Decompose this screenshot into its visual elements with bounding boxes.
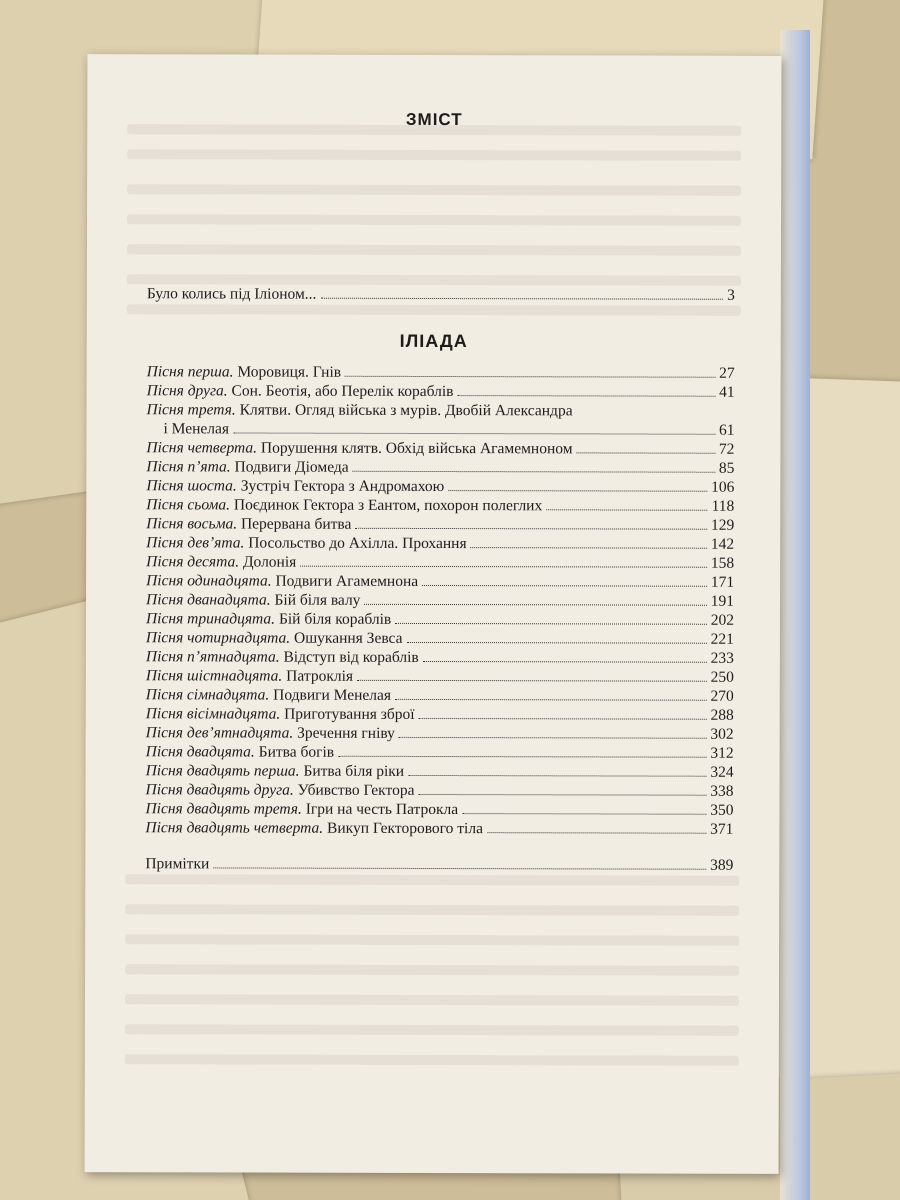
song-label: Пісня двадцять четверта.: [145, 819, 324, 837]
toc-row-song-3[interactable]: [147, 400, 735, 421]
song-label: Пісня п’ята.: [146, 458, 231, 476]
toc-page-number: 250: [710, 668, 734, 686]
bleed-through: [125, 874, 739, 886]
toc-page-number: 72: [718, 440, 735, 458]
toc-row-song-16[interactable]: [146, 666, 734, 687]
song-title: Моровиця. Гнів: [237, 363, 342, 381]
leader-dots: [423, 661, 707, 663]
leader-dots: [418, 794, 706, 796]
song-label: Пісня дев’ята.: [146, 534, 245, 552]
song-label: Пісня шоста.: [146, 477, 237, 495]
song-label: Пісня вісімнадцята.: [145, 705, 281, 723]
leader-dots: [399, 737, 707, 739]
toc-page-number: 129: [710, 516, 735, 534]
song-title: Ігри на честь Патрокла: [305, 800, 459, 819]
song-title: Викуп Гекторового тіла: [327, 819, 483, 838]
toc-row-song-14[interactable]: [146, 628, 734, 649]
leader-dots: [355, 528, 707, 530]
bleed-through: [127, 149, 741, 161]
song-title: Поєдинок Гектора з Еантом, похорон полеглих: [233, 496, 543, 515]
bleed-through: [125, 964, 739, 976]
toc-page-number: 202: [710, 611, 735, 629]
leader-dots: [213, 867, 706, 869]
toc-row-intro[interactable]: [147, 284, 735, 305]
song-label: Пісня одинадцята.: [146, 572, 272, 590]
song-title: Порушення клятв. Обхід війська Агамемноном: [260, 439, 573, 458]
song-title: Зречення гніву: [297, 724, 395, 742]
toc-page-number: 27: [719, 364, 735, 382]
leader-dots: [357, 680, 707, 682]
toc-page-number: 324: [710, 763, 734, 781]
toc-row-song-21[interactable]: [146, 761, 734, 782]
song-label: Пісня друга.: [146, 382, 228, 400]
song-title: Перервана битва: [240, 515, 352, 533]
song-label: Пісня двадцять перша.: [145, 762, 300, 780]
leader-dots: [471, 547, 707, 549]
song-title: Долонія: [242, 553, 297, 571]
toc-row-song-15[interactable]: [146, 647, 734, 668]
leader-dots: [395, 623, 706, 625]
song-label: Пісня п’ятнадцята.: [145, 648, 280, 666]
song-label: Пісня перша.: [146, 363, 234, 381]
toc-page-number: 158: [710, 554, 735, 572]
toc-row-song-19[interactable]: [146, 723, 734, 744]
song-label: Пісня сьома.: [146, 496, 231, 514]
toc-page-number: 312: [710, 744, 734, 762]
leader-dots: [457, 395, 715, 397]
toc-row-song-24[interactable]: [145, 818, 733, 839]
song-title: Відступ від кораблів: [283, 648, 419, 666]
song-title: Убивство Гектора: [297, 781, 415, 799]
toc-row-song-4[interactable]: [146, 438, 734, 459]
bleed-through: [125, 994, 739, 1006]
bleed-through: [127, 214, 741, 226]
toc-page-number: 61: [718, 421, 735, 439]
toc-title: Було колись під Іліоном...: [146, 285, 317, 303]
song-title: Патроклія: [286, 667, 354, 685]
leader-dots: [320, 298, 723, 300]
leader-dots: [487, 832, 706, 834]
toc-row-song-11[interactable]: [146, 571, 734, 592]
leader-dots: [395, 699, 706, 701]
song-title: Приготування зброї: [284, 705, 415, 723]
bleed-through: [127, 244, 741, 256]
bleed-through: [127, 184, 741, 196]
song-title: Битва богів: [258, 743, 335, 761]
toc-page-number: 3: [727, 286, 735, 304]
toc-page-number: 85: [718, 459, 735, 477]
toc-row-song-5[interactable]: [146, 457, 734, 478]
book-cover-edge: [780, 30, 810, 1200]
bleed-through: [127, 304, 741, 316]
toc-title: Примітки: [145, 855, 210, 873]
song-title: Подвиги Агамемнона: [275, 572, 419, 590]
song-title: Посольство до Ахілла. Прохання: [248, 534, 467, 553]
song-title: Зустріч Гектора з Андромахою: [240, 477, 445, 496]
toc-row-song-18[interactable]: [146, 704, 734, 725]
bleed-through: [125, 934, 739, 946]
toc-row-song-8[interactable]: [146, 514, 734, 535]
song-label: Пісня чотирнадцята.: [145, 629, 291, 647]
contents-page: [85, 54, 782, 1174]
song-label: Пісня сімнадцята.: [145, 686, 270, 704]
toc-page-number: 371: [710, 820, 734, 838]
song-title: Битва біля ріки: [303, 762, 405, 780]
song-title: Клятви. Огляд війська з мурів. Двобій Александра: [239, 401, 573, 420]
song-title: Бій біля кораблів: [278, 610, 392, 628]
toc-page-number: 288: [710, 706, 734, 724]
toc-page-number: 142: [710, 535, 735, 553]
leader-dots: [345, 376, 715, 378]
leader-dots: [300, 566, 707, 568]
song-label: Пісня тринадцята.: [145, 610, 276, 628]
toc-row-song-12[interactable]: [146, 590, 734, 611]
song-title: Подвиги Діомеда: [234, 458, 349, 476]
song-title: Подвиги Менелая: [273, 686, 392, 704]
song-label: Пісня двадцять третя.: [145, 800, 302, 818]
toc-row-song-22[interactable]: [146, 780, 734, 801]
toc-page-number: 233: [710, 649, 734, 667]
iliad-heading: ІЛІАДА: [399, 330, 468, 352]
song-label: Пісня двадцять друга.: [145, 781, 294, 799]
song-label: Пісня дванадцята.: [146, 591, 271, 609]
song-label: Пісня шістнадцята.: [145, 667, 283, 685]
toc-page-number: 389: [710, 856, 734, 874]
toc-page-number: 191: [710, 592, 735, 610]
toc-row-song-9[interactable]: [146, 533, 734, 554]
song-title: Бій біля валу: [274, 591, 361, 609]
toc-row-song-7[interactable]: [146, 495, 734, 516]
toc-page-number: 41: [719, 383, 735, 401]
leader-dots: [419, 718, 707, 720]
song-label: Пісня двадцята.: [145, 743, 255, 761]
toc-page-number: 270: [710, 687, 734, 705]
song-label: Пісня третя.: [146, 401, 236, 419]
bleed-through: [125, 1024, 739, 1036]
leader-dots: [233, 432, 715, 434]
toc-page-number: 106: [711, 478, 735, 496]
leader-dots: [353, 471, 715, 473]
toc-row-song-13[interactable]: [146, 609, 734, 630]
toc-row-song-23[interactable]: [145, 799, 733, 820]
song-title: Сон. Беотія, або Перелік кораблів: [231, 382, 454, 401]
song-title-continued: і Менелая: [163, 420, 230, 438]
toc-row-song-2[interactable]: [147, 381, 735, 402]
leader-dots: [422, 585, 707, 587]
toc-row-notes[interactable]: [145, 854, 733, 875]
leader-dots: [462, 813, 706, 815]
leader-dots: [448, 490, 707, 492]
leader-dots: [546, 509, 707, 510]
toc-page-number: 171: [710, 573, 735, 591]
song-label: Пісня дев’ятнадцята.: [145, 724, 294, 742]
toc-page-number: 118: [711, 497, 735, 515]
toc-row-song-6[interactable]: [146, 476, 734, 497]
toc-row-song-3-continued[interactable]: [163, 419, 734, 439]
leader-dots: [364, 604, 706, 606]
leader-dots: [577, 452, 715, 453]
song-title: Ошукання Зевса: [294, 629, 403, 647]
toc-row-song-10[interactable]: [146, 552, 734, 573]
leader-dots: [407, 642, 707, 644]
song-label: Пісня восьма.: [146, 515, 238, 533]
song-label: Пісня четверта.: [146, 439, 258, 457]
toc-row-song-17[interactable]: [146, 685, 734, 706]
toc-page-number: 302: [710, 725, 734, 743]
toc-row-song-20[interactable]: [146, 742, 734, 763]
toc-page-number: 338: [710, 782, 734, 800]
toc-page-number: 350: [710, 801, 734, 819]
toc-page-number: 221: [710, 630, 734, 648]
toc-row-song-1[interactable]: [147, 362, 735, 383]
song-label: Пісня десята.: [146, 553, 240, 571]
leader-dots: [408, 775, 706, 777]
contents-heading: ЗМІСТ: [405, 109, 463, 130]
leader-dots: [338, 756, 706, 758]
bleed-through: [125, 1054, 739, 1066]
bleed-through: [125, 904, 739, 916]
